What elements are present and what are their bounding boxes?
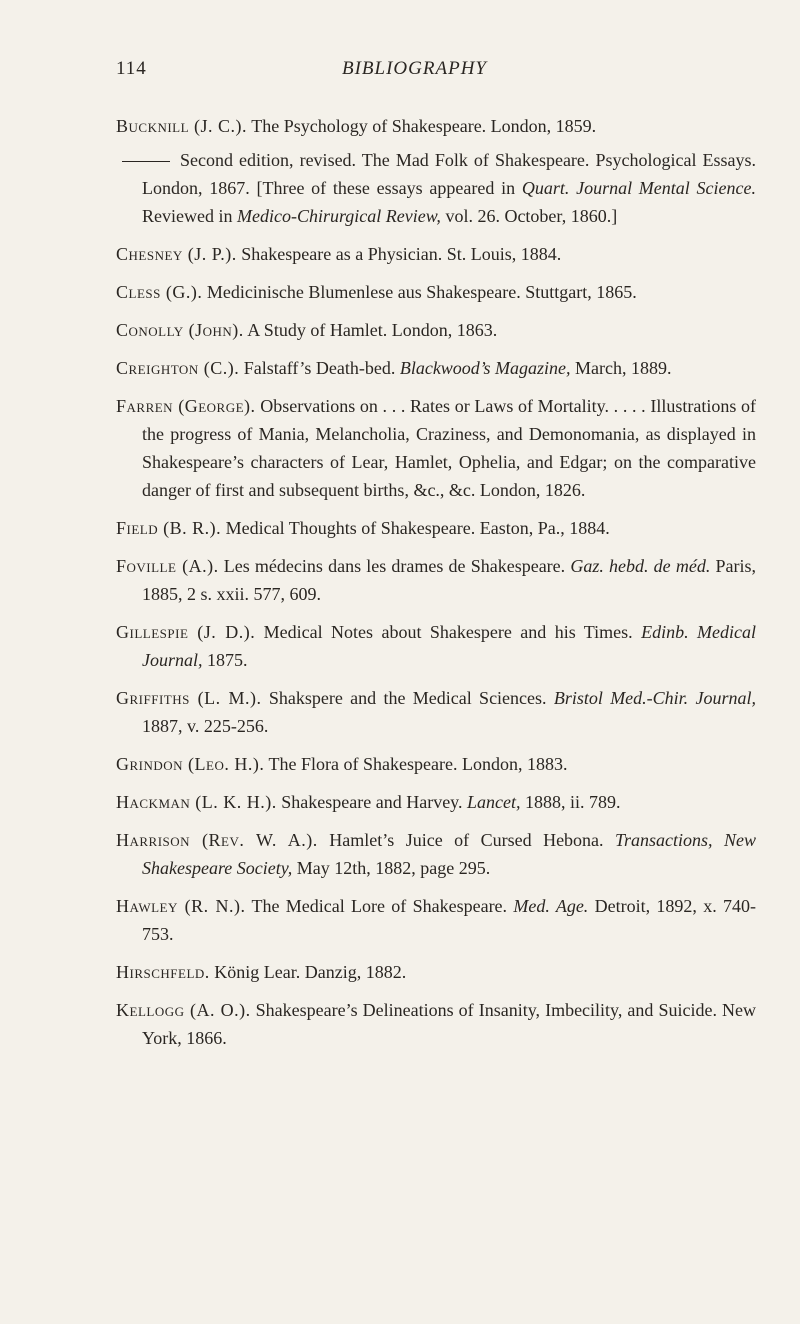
entry-text: 1875. [202,650,248,670]
entry-text: A Study of Hamlet. London, 1863. [243,320,498,340]
entry-text: Shakespeare and Harvey. [276,792,468,812]
entry-text: Detroit, 1892, x. 740-753. [142,896,756,944]
entry-author: Chesney (J. P.). [116,244,237,264]
entry-text: Medical Thoughts of Shakespeare. Easton, Pa., 1884. [221,518,610,538]
running-head [116,58,760,88]
bibliography-entry [116,392,756,504]
entry-text: Les médecins dans les drames de Shakespeare. [218,556,571,576]
bibliography-entry [116,958,756,986]
entry-journal-title: Medico-Chirurgical Review, [236,206,441,226]
bibliography-entry [116,750,756,778]
entry-author: Harrison (Rev. W. A.). [116,830,318,850]
entry-author: Foville (A.). [116,556,219,576]
bibliography-entry [116,892,756,948]
entry-author: Creighton (C.). [116,358,240,378]
entry-author: Field (B. R.). [116,518,222,538]
bibliography-entry [116,112,756,140]
entry-journal-title: Gaz. hebd. de méd. [570,556,711,576]
entry-text: Paris, 1885, 2 s. xxii. 577, 609. [142,556,756,604]
entry-author: Hawley (R. N.). [116,896,246,916]
bibliography-entry [116,316,756,344]
entry-text: vol. 26. October, 1860.] [440,206,618,226]
bibliography-entry [116,684,756,740]
entry-text: Shakspere and the Medical Sciences. [261,688,554,708]
bibliography-entry [116,146,756,230]
page-number: 114 [116,58,147,79]
entry-text: Medicinische Blumenlese aus Shakespeare. Stuttgart, 1865. [202,282,637,302]
entry-text: The Flora of Shakespeare. London, 1883. [264,754,568,774]
entry-text: Shakespeare’s Delineations of Insanity, Imbecility, and Suicide. New York, 1866. [142,1000,756,1048]
entry-author: Farren (George). [116,396,256,416]
entry-journal-title: Quart. Journal Mental Science. [521,178,756,198]
bibliography-entry [116,240,756,268]
bibliography-entry [116,826,756,882]
entry-text: Observations on . . . Rates or Laws of Mortality. . . . . Illustrations of the progress of Mania, Melancholia, Craziness, and Demonomania, as displayed in Shakespeare’s characters of Lear, Hamlet, Ophelia, and Edgar; on the comparative danger of first and subsequent births, &c., &c. London, 1826. [142,396,756,500]
entry-journal-title: Transactions, New Shakespeare Society, [142,830,757,878]
entry-author: Griffiths (L. M.). [116,688,262,708]
entry-text: Hamlet’s Juice of Cursed Hebona. [317,830,616,850]
bibliography-entry [116,618,756,674]
entry-text: Medical Notes about Shakespere and his Times. [255,622,642,642]
entry-author: Conolly (John). [116,320,244,340]
entry-author: Cless (G.). [116,282,203,302]
entry-text: The Psychology of Shakespeare. London, 1859. [247,116,597,136]
bibliography-entry [116,788,756,816]
entry-journal-title: Blackwood’s Magazine, [399,358,571,378]
entry-journal-title: Bristol Med.-Chir. Journal, [553,688,757,708]
bibliography-entry [116,514,756,542]
entry-text: Reviewed in [142,206,237,226]
entry-author: Gillespie (J. D.). [116,622,256,642]
entry-journal-title: Lancet, [467,792,521,812]
entry-text: 1887, v. 225-256. [142,716,269,736]
entry-journal-title: Edinb. Medical Journal, [142,622,756,670]
entry-text: May 12th, 1882, page 295. [292,858,491,878]
entry-author: Kellogg (A. O.). [116,1000,251,1020]
entry-text: König Lear. Danzig, 1882. [209,962,407,982]
entry-text: Second edition, revised. The Mad Folk of Shakespeare. Psychological Essays. London, 1867. [Three of these essays appeared in [142,150,756,198]
entry-author: Bucknill (J. C.). [116,116,248,136]
entry-journal-title: Med. Age. [513,896,589,916]
entry-author: Hackman (L. K. H.). [116,792,277,812]
bibliography-entry [116,996,756,1052]
entry-text: 1888, ii. 789. [520,792,621,812]
bibliography-entry [116,552,756,608]
entry-text: Falstaff’s Death-bed. [239,358,400,378]
entry-author: Hirschfeld. [116,962,210,982]
entry-text: Shakespeare as a Physician. St. Louis, 1884. [236,244,562,264]
bibliography-entry [116,278,756,306]
bibliography-entry [116,354,756,382]
entry-text: March, 1889. [570,358,672,378]
bibliography-list [116,112,756,1062]
entry-author: Grindon (Leo. H.). [116,754,265,774]
running-title: BIBLIOGRAPHY [342,58,487,79]
entry-text: The Medical Lore of Shakespeare. [245,896,514,916]
ditto-dash [122,161,170,162]
